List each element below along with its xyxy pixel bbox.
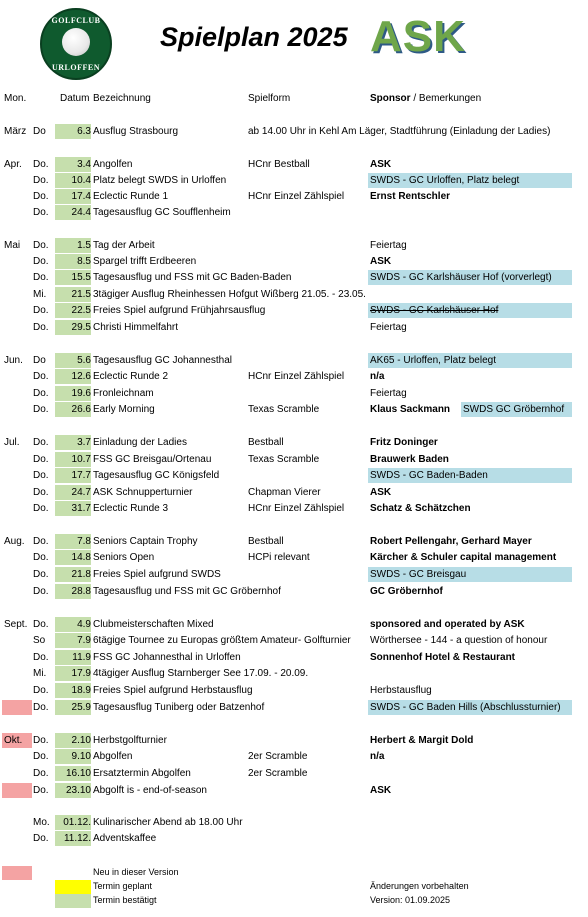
- weekday-cell: Do: [33, 355, 46, 366]
- form-cell: Chapman Vierer: [248, 487, 321, 498]
- description-cell: Christi Himmelfahrt: [93, 322, 179, 333]
- description-cell: Kulinarischer Abend ab 18.00 Uhr: [93, 817, 243, 828]
- date-cell: 21.8: [71, 569, 91, 580]
- sponsor-cell: Herbert & Margit Dold: [370, 735, 474, 746]
- date-cell: 17.7: [71, 470, 91, 481]
- weekday-cell: Do: [33, 126, 46, 137]
- sponsor-cell: Robert Pellengahr, Gerhard Mayer: [370, 536, 532, 547]
- logo-text-bottom: URLOFFEN: [52, 63, 100, 72]
- month-cell: Jun.: [4, 355, 23, 366]
- sponsor-cell: Feiertag: [370, 388, 407, 399]
- changes-note: Änderungen vorbehalten: [370, 881, 469, 891]
- sponsor-cell: Fritz Doninger: [370, 437, 438, 448]
- table-row: [0, 700, 588, 715]
- date-cell: 21.5: [71, 289, 91, 300]
- table-row: [0, 666, 588, 681]
- description-cell: 4tägiger Ausflug Starnberger See 17.09. - 20.09.: [93, 668, 309, 679]
- sponsor-cell: Wörthersee - 144 - a question of honour: [370, 635, 548, 646]
- sponsor-cell: ASK: [370, 785, 392, 796]
- weekday-cell: So: [33, 635, 46, 646]
- date-cell: 9.10: [71, 751, 91, 762]
- weekday-cell: Do.: [33, 371, 49, 382]
- weekday-cell: Do.: [33, 191, 49, 202]
- col-header-sponsor: Sponsor / Bemerkungen: [370, 93, 482, 104]
- weekday-cell: Do.: [33, 454, 49, 465]
- table-row: [0, 270, 588, 285]
- date-cell: 7.8: [77, 536, 91, 547]
- date-cell: 31.7: [71, 503, 91, 514]
- description-cell: Eclectic Runde 2: [93, 371, 169, 382]
- description-cell: Herbstgolfturnier: [93, 735, 167, 746]
- weekday-cell: Do.: [33, 470, 49, 481]
- table-row: [0, 173, 588, 188]
- month-cell: Jul.: [4, 437, 20, 448]
- sponsor-cell: Feiertag: [370, 240, 407, 251]
- description-cell: Tagesausflug und FSS mit GC Baden-Baden: [93, 272, 292, 283]
- legend-swatch-confirmed: [55, 894, 91, 908]
- date-cell: 25.9: [71, 702, 91, 713]
- month-cell: Mai: [4, 240, 21, 251]
- sponsor-cell: Schatz & Schätzchen: [370, 503, 471, 514]
- description-cell: 6tägige Tournee zu Europas größtem Amateur- Golfturnier: [93, 635, 351, 646]
- date-cell: 12.6: [71, 371, 91, 382]
- legend-planned: Termin geplant: [93, 881, 153, 891]
- description-cell: ASK Schnupperturnier: [93, 487, 193, 498]
- table-row: [0, 501, 588, 516]
- date-cell: 15.5: [71, 272, 91, 283]
- date-cell: 26.6: [71, 404, 91, 415]
- logo-text-top: GOLFCLUB: [51, 16, 101, 25]
- month-cell: Aug.: [4, 536, 25, 547]
- brand-logo: ASK: [370, 12, 466, 61]
- weekday-cell: Do.: [33, 833, 49, 844]
- sponsor-cell: n/a: [370, 371, 385, 382]
- weekday-cell: Do.: [33, 785, 49, 796]
- table-row: [0, 783, 588, 798]
- legend-swatch-planned: [55, 880, 91, 894]
- description-cell: Tagesausflug GC Soufflenheim: [93, 207, 231, 218]
- date-cell: 28.8: [71, 586, 91, 597]
- table-row: [0, 831, 588, 846]
- table-row: [0, 287, 588, 302]
- description-cell: Tagesausflug GC Johannesthal: [93, 355, 232, 366]
- date-cell: 16.10: [65, 768, 91, 779]
- table-row: [0, 205, 588, 220]
- weekday-cell: Do.: [33, 552, 49, 563]
- description-cell: Freies Spiel aufgrund Herbstausflug: [93, 685, 253, 696]
- new-marker: [2, 783, 32, 798]
- table-row: [0, 303, 588, 318]
- sponsor-cell: SWDS - GC Baden-Baden: [370, 470, 488, 481]
- description-cell: Tagesausflug GC Königsfeld: [93, 470, 220, 481]
- date-cell: 6.3: [77, 126, 91, 137]
- description-cell: Ausflug Strasbourg: [93, 126, 179, 137]
- description-cell: Platz belegt SWDS in Urloffen: [93, 175, 227, 186]
- weekday-cell: Do.: [33, 685, 49, 696]
- sponsor-cell: Kärcher & Schuler capital management: [370, 552, 557, 563]
- weekday-cell: Do.: [33, 322, 49, 333]
- description-cell: Adventskaffee: [93, 833, 157, 844]
- description-cell: Tagesausflug Tuniberg oder Batzenhof: [93, 702, 265, 713]
- description-cell: Fronleichnam: [93, 388, 154, 399]
- weekday-cell: Do.: [33, 175, 49, 186]
- date-cell: 10.4: [71, 175, 91, 186]
- weekday-cell: Do.: [33, 159, 49, 170]
- table-row: [0, 189, 588, 204]
- table-row: [0, 320, 588, 335]
- sponsor-cell: Sonnenhof Hotel & Restaurant: [370, 652, 516, 663]
- weekday-cell: Do.: [33, 702, 49, 713]
- sponsor-cell: SWDS - GC Karlshäuser Hof (vorverlegt): [370, 272, 552, 283]
- date-cell: 14.8: [71, 552, 91, 563]
- description-cell: Abgolfen: [93, 751, 133, 762]
- description-cell: 3tägiger Ausflug Rheinhessen Hofgut Wißberg 21.05. - 23.05.: [93, 289, 366, 300]
- month-cell: Sept.: [4, 619, 28, 630]
- col-header-date: Datum: [60, 93, 90, 104]
- form-cell: Texas Scramble: [248, 454, 320, 465]
- form-cell: HCPi relevant: [248, 552, 310, 563]
- weekday-cell: Mi.: [33, 289, 47, 300]
- sponsor-cell: Feiertag: [370, 322, 407, 333]
- sponsor-cell: sponsored and operated by ASK: [370, 619, 525, 630]
- form-cell: HCnr Einzel Zählspiel: [248, 503, 345, 514]
- description-cell: Freies Spiel aufgrund SWDS: [93, 569, 221, 580]
- date-cell: 22.5: [71, 305, 91, 316]
- table-row: [0, 733, 588, 748]
- date-cell: 19.6: [71, 388, 91, 399]
- golf-ball-icon: [62, 28, 90, 56]
- sponsor-cell: SWDS - GC Urloffen, Platz belegt: [370, 175, 520, 186]
- table-row: [0, 468, 588, 483]
- sponsor-cell: ASK: [370, 256, 392, 267]
- date-cell: 2.10: [71, 735, 91, 746]
- table-row: [0, 402, 588, 417]
- description-cell: Tagesausflug und FSS mit GC Gröbernhof: [93, 586, 281, 597]
- date-cell: 5.6: [77, 355, 91, 366]
- sponsor-cell: ASK: [370, 159, 392, 170]
- description-cell: Seniors Open: [93, 552, 155, 563]
- date-cell: 18.9: [71, 685, 91, 696]
- table-row: [0, 254, 588, 269]
- sponsor-cell: SWDS - GC Karlshäuser Hof: [370, 305, 499, 316]
- table-row: [0, 452, 588, 467]
- table-row: [0, 567, 588, 582]
- form-cell: Texas Scramble: [248, 404, 320, 415]
- month-cell: Okt.: [4, 735, 23, 746]
- date-cell: 7.9: [77, 635, 91, 646]
- date-cell: 23.10: [65, 785, 91, 796]
- table-row: [0, 617, 588, 632]
- table-row: [0, 584, 588, 599]
- table-row: [0, 534, 588, 549]
- description-cell: FSS GC Breisgau/Ortenau: [93, 454, 212, 465]
- sponsor-cell: SWDS - GC Baden Hills (Abschlussturnier): [370, 702, 561, 713]
- sponsor-cell-2: SWDS GC Gröbernhof: [463, 404, 565, 415]
- weekday-cell: Do.: [33, 619, 49, 630]
- form-cell: ab 14.00 Uhr in Kehl Am Läger, Stadtführung (Einladung der Ladies): [248, 126, 551, 137]
- table-row: [0, 238, 588, 253]
- form-cell: HCnr Einzel Zählspiel: [248, 191, 345, 202]
- date-cell: 11.9: [72, 652, 91, 663]
- description-cell: Early Morning: [93, 404, 155, 415]
- date-cell: 4.9: [77, 619, 91, 630]
- table-row: [0, 369, 588, 384]
- table-row: [0, 386, 588, 401]
- weekday-cell: Do.: [33, 569, 49, 580]
- description-cell: Spargel trifft Erdbeeren: [93, 256, 197, 267]
- date-cell: 29.5: [71, 322, 91, 333]
- weekday-cell: Mi.: [33, 668, 47, 679]
- form-cell: HCnr Bestball: [248, 159, 310, 170]
- date-cell: 3.4: [77, 159, 91, 170]
- golfclub-logo: [40, 8, 112, 80]
- weekday-cell: Do.: [33, 735, 49, 746]
- legend-confirmed: Termin bestätigt: [93, 895, 157, 905]
- form-cell: Bestball: [248, 437, 284, 448]
- description-cell: Ersatztermin Abgolfen: [93, 768, 191, 779]
- date-cell: 10.7: [71, 454, 91, 465]
- table-row: [0, 815, 588, 830]
- date-cell: 8.5: [77, 256, 91, 267]
- weekday-cell: Do.: [33, 305, 49, 316]
- date-cell: 01.12.: [63, 817, 91, 828]
- sponsor-cell: n/a: [370, 751, 385, 762]
- weekday-cell: Do.: [33, 652, 49, 663]
- description-cell: Abgolft is - end-of-season: [93, 785, 207, 796]
- month-cell: März: [4, 126, 27, 137]
- weekday-cell: Do.: [33, 751, 49, 762]
- form-cell: 2er Scramble: [248, 768, 308, 779]
- col-header-month: Mon.: [4, 93, 27, 104]
- date-cell: 24.4: [71, 207, 91, 218]
- weekday-cell: Do.: [33, 768, 49, 779]
- date-cell: 17.9: [71, 668, 91, 679]
- month-cell: Apr.: [4, 159, 22, 170]
- table-row: [0, 435, 588, 450]
- description-cell: Eclectic Runde 1: [93, 191, 169, 202]
- sponsor-cell: Brauwerk Baden: [370, 454, 449, 465]
- description-cell: Tag der Arbeit: [93, 240, 155, 251]
- sponsor-cell: GC Gröbernhof: [370, 586, 443, 597]
- weekday-cell: Mo.: [33, 817, 50, 828]
- table-row: [0, 749, 588, 764]
- col-header-description: Bezeichnung: [93, 93, 151, 104]
- sponsor-cell: ASK: [370, 487, 392, 498]
- weekday-cell: Do.: [33, 437, 49, 448]
- table-row: [0, 650, 588, 665]
- weekday-cell: Do.: [33, 586, 49, 597]
- sponsor-cell: Herbstausflug: [370, 685, 432, 696]
- date-cell: 1.5: [77, 240, 91, 251]
- date-cell: 11.12.: [63, 833, 91, 844]
- sponsor-cell: Ernst Rentschler: [370, 191, 451, 202]
- weekday-cell: Do.: [33, 404, 49, 415]
- table-row: [0, 766, 588, 781]
- weekday-cell: Do.: [33, 503, 49, 514]
- date-cell: 24.7: [71, 487, 91, 498]
- weekday-cell: Do.: [33, 272, 49, 283]
- description-cell: Freies Spiel aufgrund Frühjahrsausflug: [93, 305, 266, 316]
- table-row: [0, 683, 588, 698]
- table-row: [0, 124, 588, 139]
- table-row: [0, 485, 588, 500]
- sponsor-cell: SWDS - GC Breisgau: [370, 569, 467, 580]
- description-cell: Einladung der Ladies: [93, 437, 187, 448]
- page-title: Spielplan 2025: [160, 22, 348, 52]
- table-row: [0, 157, 588, 172]
- weekday-cell: Do.: [33, 487, 49, 498]
- description-cell: Clubmeisterschaften Mixed: [93, 619, 214, 630]
- description-cell: Angolfen: [93, 159, 133, 170]
- weekday-cell: Do.: [33, 388, 49, 399]
- date-cell: 3.7: [77, 437, 91, 448]
- legend-swatch-new: [2, 866, 32, 880]
- sponsor-cell: Klaus Sackmann: [370, 404, 451, 415]
- new-marker: [2, 700, 32, 715]
- form-cell: Bestball: [248, 536, 284, 547]
- table-row: [0, 633, 588, 648]
- description-cell: FSS GC Johannesthal in Urloffen: [93, 652, 241, 663]
- table-row: [0, 353, 588, 368]
- col-header-form: Spielform: [248, 93, 291, 104]
- table-row: [0, 550, 588, 565]
- form-cell: HCnr Einzel Zählspiel: [248, 371, 345, 382]
- date-cell: 17.4: [71, 191, 91, 202]
- description-cell: Eclectic Runde 3: [93, 503, 169, 514]
- weekday-cell: Do.: [33, 256, 49, 267]
- version-note: Version: 01.09.2025: [370, 895, 451, 905]
- sponsor-cell: AK65 - Urloffen, Platz belegt: [370, 355, 496, 366]
- weekday-cell: Do.: [33, 207, 49, 218]
- weekday-cell: Do.: [33, 240, 49, 251]
- weekday-cell: Do.: [33, 536, 49, 547]
- legend-new: Neu in dieser Version: [93, 867, 179, 877]
- description-cell: Seniors Captain Trophy: [93, 536, 198, 547]
- form-cell: 2er Scramble: [248, 751, 308, 762]
